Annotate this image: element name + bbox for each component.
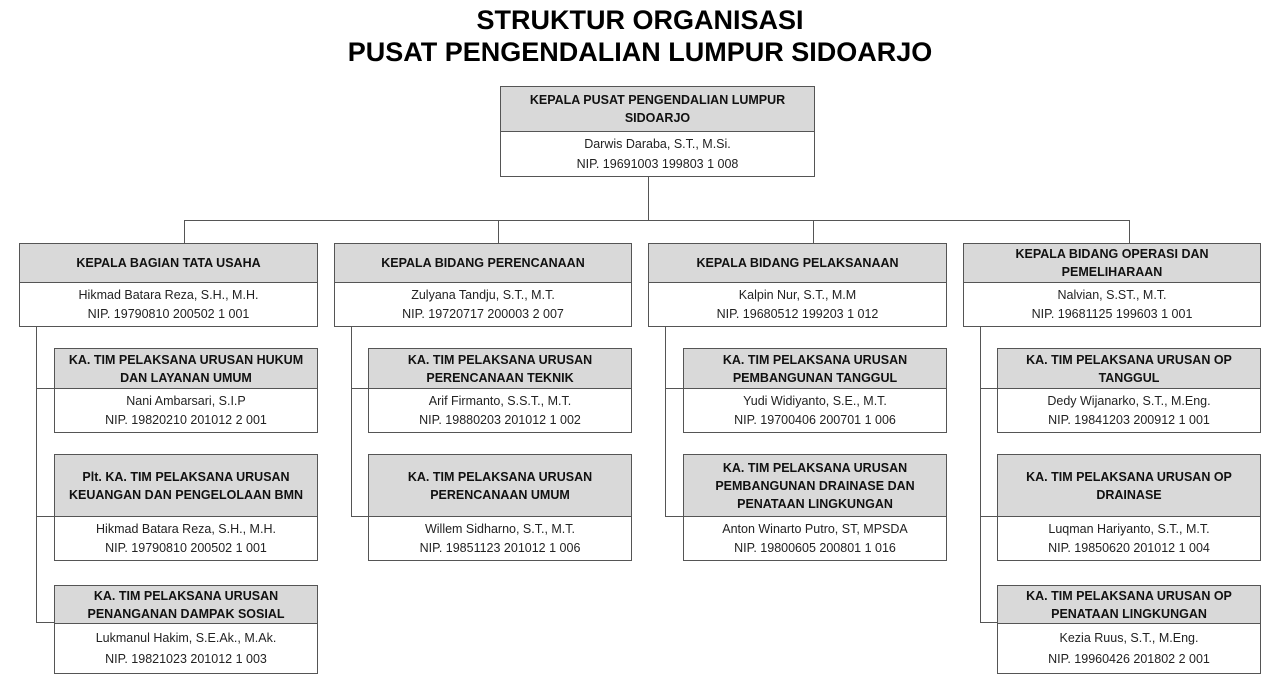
connector-horizontal-bus	[184, 220, 1130, 221]
person-nip: NIP. 19720717 200003 2 007	[402, 307, 564, 321]
position-title: KA. TIM PELAKSANA URUSAN PERENCANAAN UMUM	[369, 455, 631, 517]
connector-spine-pelaksanaan	[665, 326, 666, 516]
person-name: Kalpin Nur, S.T., M.M	[738, 288, 857, 302]
org-box-kepala-bagian-tata-usaha	[19, 243, 318, 327]
person-name: Lukmanul Hakim, S.E.Ak., M.Ak.	[95, 631, 277, 645]
position-title: KA. TIM PELAKSANA URUSAN OP PENATAAN LINGKUNGAN	[998, 586, 1260, 624]
person-name: Nani Ambarsari, S.I.P	[126, 394, 246, 408]
connector-drop-perencanaan	[498, 220, 499, 244]
connector-branch	[351, 388, 369, 389]
connector-spine-operasi	[980, 326, 981, 622]
person-name: Darwis Daraba, S.T., M.Si.	[584, 137, 731, 152]
position-title: KEPALA BIDANG OPERASI DAN PEMELIHARAAN	[964, 244, 1260, 283]
person-name: Arif Firmanto, S.S.T., M.T.	[428, 394, 572, 408]
person-name: Yudi Widiyanto, S.E., M.T.	[743, 394, 887, 408]
person-name: Hikmad Batara Reza, S.H., M.H.	[78, 288, 259, 302]
person-name: Luqman Hariyanto, S.T., M.T.	[1048, 522, 1210, 536]
person-nip: NIP. 19790810 200502 1 001	[87, 307, 250, 321]
connector-branch	[980, 516, 998, 517]
position-title: KA. TIM PELAKSANA URUSAN HUKUM DAN LAYANAN UMUM	[55, 349, 317, 389]
position-title: KA. TIM PELAKSANA URUSAN PENANGANAN DAMPAK SOSIAL	[55, 586, 317, 624]
connector-head-down	[648, 176, 649, 221]
org-box-kepala-bidang-pelaksanaan	[648, 243, 947, 327]
person-name: Kezia Ruus, S.T., M.Eng.	[1059, 631, 1199, 645]
org-box-team-op-tanggul	[997, 348, 1261, 433]
person-nip: NIP. 19790810 200502 1 001	[105, 541, 267, 555]
person-nip: NIP. 19821023 201012 1 003	[105, 652, 267, 666]
org-box-kepala-bidang-perencanaan	[334, 243, 632, 327]
position-title: KEPALA BAGIAN TATA USAHA	[20, 244, 317, 283]
connector-branch	[36, 622, 54, 623]
person-name: Willem Sidharno, S.T., M.T.	[424, 522, 576, 536]
connector-branch	[980, 388, 998, 389]
org-box-team-op-drainase	[997, 454, 1261, 561]
person-name: Nalvian, S.ST., M.T.	[1057, 288, 1167, 302]
position-title: KA. TIM PELAKSANA URUSAN OP DRAINASE	[998, 455, 1260, 517]
chart-title-line2: PUSAT PENGENDALIAN LUMPUR SIDOARJO	[347, 37, 933, 67]
person-nip: NIP. 19691003 199803 1 008	[576, 156, 739, 171]
connector-branch	[36, 388, 54, 389]
org-box-team-op-penataan-lingkungan	[997, 585, 1261, 674]
org-box-head	[500, 86, 815, 177]
org-box-team-pembangunan-drainase	[683, 454, 947, 561]
connector-drop-pelaksanaan	[813, 220, 814, 244]
org-box-kepala-bidang-operasi	[963, 243, 1261, 327]
person-nip: NIP. 19681125 199603 1 001	[1031, 307, 1193, 321]
position-title: KA. TIM PELAKSANA URUSAN PERENCANAAN TEKNIK	[369, 349, 631, 389]
org-box-team-hukum-layanan-umum	[54, 348, 318, 433]
org-box-team-dampak-sosial	[54, 585, 318, 674]
person-nip: NIP. 19800605 200801 1 016	[734, 541, 896, 555]
person-nip: NIP. 19880203 201012 1 002	[419, 413, 581, 427]
position-title: KEPALA BIDANG PERENCANAAN	[335, 244, 631, 283]
connector-branch	[36, 516, 54, 517]
connector-drop-operasi	[1129, 220, 1130, 244]
connector-drop-tata-usaha	[184, 220, 185, 244]
position-title: KEPALA PUSAT PENGENDALIAN LUMPUR SIDOARJO	[501, 87, 814, 132]
person-nip: NIP. 19841203 200912 1 001	[1048, 413, 1210, 427]
org-box-team-keuangan-bmn	[54, 454, 318, 561]
person-nip: NIP. 19700406 200701 1 006	[734, 413, 896, 427]
person-nip: NIP. 19820210 201012 2 001	[105, 413, 267, 427]
person-nip: NIP. 19851123 201012 1 006	[419, 541, 581, 555]
org-box-team-pembangunan-tanggul	[683, 348, 947, 433]
position-title: KEPALA BIDANG PELAKSANAAN	[649, 244, 946, 283]
person-nip: NIP. 19850620 201012 1 004	[1048, 541, 1210, 555]
chart-title-line1: STRUKTUR ORGANISASI	[476, 5, 804, 35]
org-box-team-perencanaan-umum	[368, 454, 632, 561]
connector-spine-tata-usaha	[36, 326, 37, 622]
connector-branch	[665, 388, 684, 389]
connector-spine-perencanaan	[351, 326, 352, 516]
position-title: KA. TIM PELAKSANA URUSAN PEMBANGUNAN TANGGUL	[684, 349, 946, 389]
person-nip: NIP. 19960426 201802 2 001	[1048, 652, 1210, 666]
position-title: KA. TIM PELAKSANA URUSAN PEMBANGUNAN DRAINASE DAN PENATAAN LINGKUNGAN	[684, 455, 946, 517]
org-box-team-perencanaan-teknik	[368, 348, 632, 433]
connector-branch	[351, 516, 369, 517]
person-name: Dedy Wijanarko, S.T., M.Eng.	[1047, 394, 1211, 408]
connector-branch	[980, 622, 998, 623]
position-title: KA. TIM PELAKSANA URUSAN OP TANGGUL	[998, 349, 1260, 389]
person-nip: NIP. 19680512 199203 1 012	[716, 307, 879, 321]
person-name: Zulyana Tandju, S.T., M.T.	[411, 288, 555, 302]
person-name: Anton Winarto Putro, ST, MPSDA	[722, 522, 908, 536]
person-name: Hikmad Batara Reza, S.H., M.H.	[96, 522, 276, 536]
connector-branch	[665, 516, 684, 517]
position-title: Plt. KA. TIM PELAKSANA URUSAN KEUANGAN DAN PENGELOLAAN BMN	[55, 455, 317, 517]
